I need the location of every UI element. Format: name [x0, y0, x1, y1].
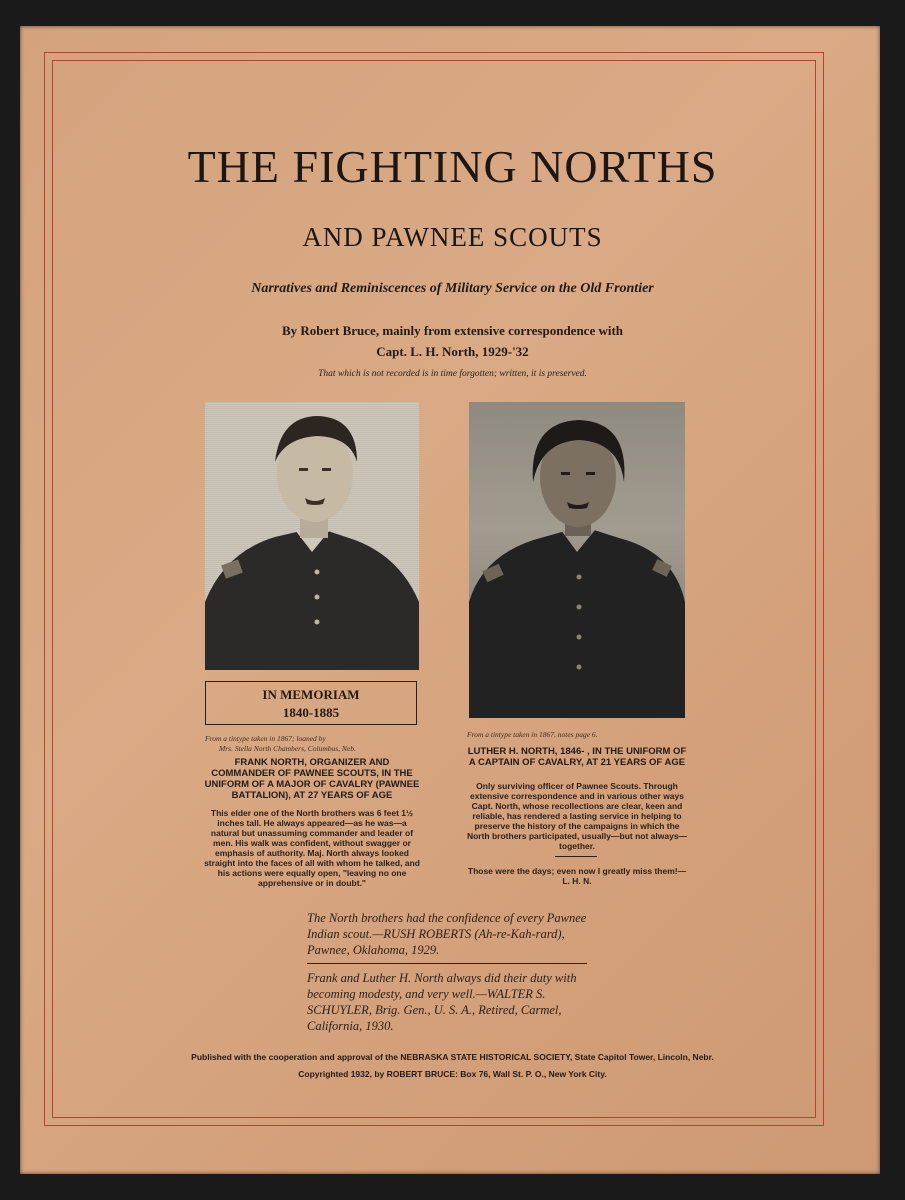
- page-subtitle: AND PAWNEE SCOUTS: [302, 222, 603, 252]
- luther-north-caption-heading: LUTHER H. NORTH, 1846- , IN THE UNIFORM OF A CAPTAIN OF CAVALRY, AT 21 YEARS OF AGE: [467, 746, 687, 768]
- in-memoriam-label: IN MEMORIAM: [262, 687, 360, 702]
- portrait-luther-north: [469, 402, 685, 718]
- quote-rush-roberts: The North brothers had the confidence of every Pawnee Indian scout.—RUSH ROBERTS (Ah-re-Kah-rard), Pawnee, Oklahoma, 1929.: [307, 911, 587, 957]
- byline-line-1: By Robert Bruce, mainly from extensive correspondence with: [281, 323, 624, 338]
- frank-north-caption-heading: FRANK NORTH, ORGANIZER AND COMMANDER OF PAWNEE SCOUTS, IN THE UNIFORM OF A MAJOR OF CAVALRY (PAWNEE BATTALION), AT 27 YEARS OF AGE: [204, 757, 420, 801]
- quote-walter-schuyler: Frank and Luther H. North always did their duty with becoming modesty, and very well.—WALTER S. SCHUYLER, Brig. Gen., U. S. A., Retired, Carmel, California, 1930.: [307, 971, 577, 1033]
- frank-north-caption-body: This elder one of the North brothers was 6 feet 1½ inches tall. He always appeared—as he was—a natural but unassuming commander and leader of men. His walk was confident, without swagger or emphasis of authority. Maj. North always looked straight into the faces of all with whom he talked, and his actions were equally open, "leaving no one apprehensive or in doubt.": [204, 808, 420, 888]
- left-credit-line-2: Mrs. Stella North Chambers, Columbus, Neb.: [219, 744, 356, 753]
- footer-copyright: Copyrighted 1932, by ROBERT BRUCE: Box 76, Wall St. P. O., New York City.: [298, 1069, 607, 1079]
- luther-north-caption-body: Only surviving officer of Pawnee Scouts. Through extensive correspondence and in various other ways Capt. North, whose recollections are clear, keen and reliable, has rendered a lasting service in helping to preserve the history of the campaigns in which the North brothers participated, usually—but not always—together.: [466, 781, 688, 851]
- byline: [0, 320, 905, 362]
- right-photo-credit: From a tintype taken in 1867, notes page 6.: [467, 730, 598, 739]
- in-memoriam-box: [205, 681, 417, 725]
- left-credit-line-1: From a tintype taken in 1867; loaned by: [205, 734, 326, 743]
- byline-line-2: Capt. L. H. North, 1929-'32: [376, 344, 529, 359]
- tagline: Narratives and Reminiscences of Military Service on the Old Frontier: [251, 281, 654, 296]
- quote-divider: [307, 963, 587, 964]
- portrait-luther-north-drawing: [469, 402, 685, 718]
- page-title: THE FIGHTING NORTHS: [187, 141, 718, 192]
- footer-publisher: Published with the cooperation and approval of the NEBRASKA STATE HISTORICAL SOCIETY, State Capitol Tower, Lincoln, Nebr.: [191, 1052, 714, 1062]
- portrait-frank-north: [205, 402, 419, 670]
- caption-divider: [555, 856, 597, 857]
- inner-red-border: [52, 60, 816, 1118]
- luther-north-closing: Those were the days; even now I greatly miss them!—L. H. N.: [467, 866, 687, 886]
- in-memoriam-dates: 1840-1885: [282, 705, 340, 720]
- left-photo-credit: [205, 734, 420, 754]
- motto: That which is not recorded is in time forgotten; written, it is preserved.: [318, 369, 587, 379]
- portrait-frank-north-drawing: [205, 402, 419, 670]
